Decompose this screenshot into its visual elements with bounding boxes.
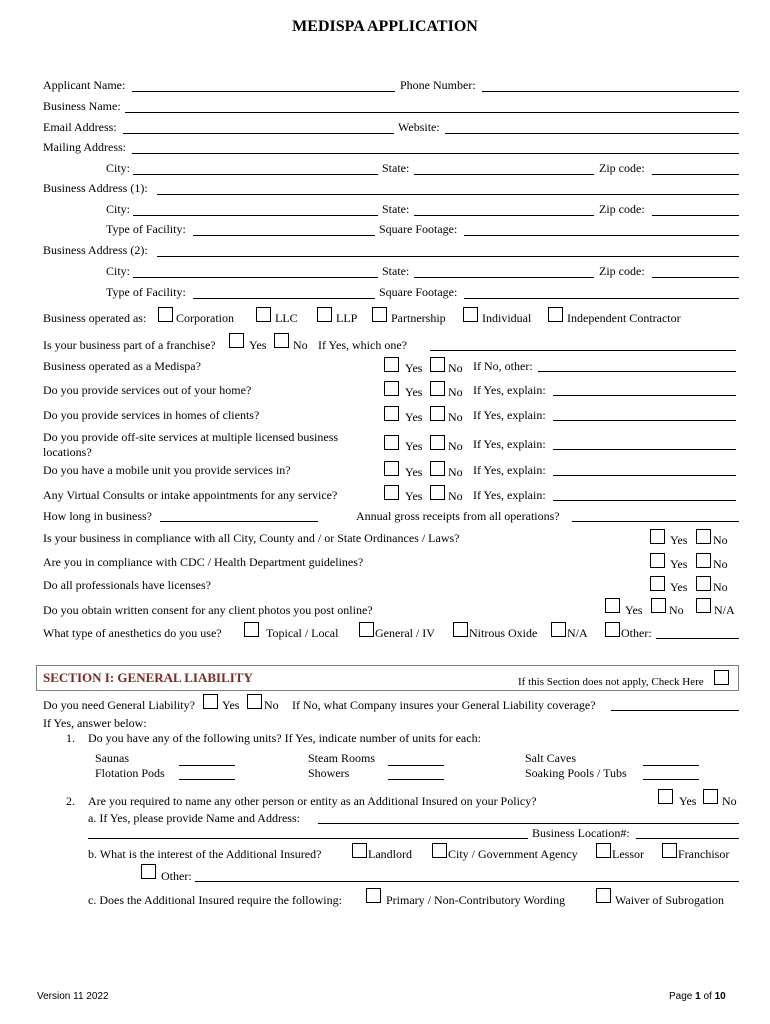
consent-no-checkbox[interactable] — [651, 598, 666, 613]
applicant-name-field[interactable] — [132, 91, 395, 92]
applicant-name-label: Applicant Name: — [43, 78, 126, 92]
ba1-sqft-label: Square Footage: — [379, 222, 458, 236]
ba2-zip-field[interactable] — [652, 277, 739, 278]
virtual-explain-label: If Yes, explain: — [473, 488, 546, 502]
corporation-label: Corporation — [176, 311, 234, 325]
website-field[interactable] — [445, 133, 739, 134]
if-yes-answer-label: If Yes, answer below: — [43, 716, 147, 730]
nitrous-label: Nitrous Oxide — [469, 626, 538, 640]
need-gl-yes-label: Yes — [222, 698, 240, 712]
mailing-address-label: Mailing Address: — [43, 140, 126, 154]
off-site-question-line1: Do you provide off-site services at multiple licensed business — [43, 430, 339, 444]
homes-of-clients-yes-checkbox[interactable] — [384, 406, 399, 421]
independent-contractor-checkbox[interactable] — [548, 307, 563, 322]
virtual-question: Any Virtual Consults or intake appointments for any service? — [43, 488, 338, 502]
off-site-yes-label: Yes — [405, 439, 423, 453]
ba2-zip-label: Zip code: — [599, 264, 645, 278]
page-total: 10 — [714, 991, 726, 1002]
corporation-checkbox[interactable] — [158, 307, 173, 322]
franchise-which-label: If Yes, which one? — [318, 338, 407, 352]
unit-soaking-pools-label: Soaking Pools / Tubs — [525, 766, 627, 780]
anesthetic-na-checkbox[interactable] — [551, 622, 566, 637]
ba2-state-field[interactable] — [414, 277, 594, 278]
general-iv-checkbox[interactable] — [359, 622, 374, 637]
licenses-no-label: No — [713, 580, 728, 594]
if-no-company-label: If No, what Company insures your General Liability coverage? — [292, 698, 596, 712]
page-of: of — [700, 991, 715, 1002]
partnership-label: Partnership — [391, 311, 446, 325]
operated-as-label: Business operated as: — [43, 311, 147, 325]
need-gl-yes-checkbox[interactable] — [203, 694, 218, 709]
franchise-question: Is your business part of a franchise? — [43, 338, 216, 352]
ba1-city-field[interactable] — [133, 215, 378, 216]
need-gl-no-checkbox[interactable] — [247, 694, 262, 709]
ordinances-question: Is your business in compliance with all City, County and / or State Ordinances / Laws? — [43, 531, 460, 545]
unit-soaking-pools-field[interactable] — [643, 779, 699, 780]
version-label: Version 11 2022 — [37, 991, 109, 1002]
off-site-explain-label: If Yes, explain: — [473, 437, 546, 451]
other-interest-checkbox[interactable] — [141, 864, 156, 879]
consent-na-checkbox[interactable] — [696, 598, 711, 613]
how-long-field[interactable] — [160, 521, 318, 522]
q2-yes-label: Yes — [679, 794, 697, 808]
business-address-1-field[interactable] — [157, 194, 739, 195]
ba2-facility-field[interactable] — [193, 298, 375, 299]
nitrous-checkbox[interactable] — [453, 622, 468, 637]
mailing-state-label: State: — [382, 161, 410, 175]
out-of-home-question: Do you provide services out of your home? — [43, 383, 252, 397]
mailing-city-field[interactable] — [133, 174, 378, 175]
individual-label: Individual — [482, 311, 532, 325]
general-iv-label: General / IV — [375, 626, 435, 640]
ba1-facility-label: Type of Facility: — [106, 222, 186, 236]
page-current: 1 — [695, 991, 701, 1002]
city-gov-checkbox[interactable] — [432, 843, 447, 858]
off-site-explain-field[interactable] — [553, 449, 736, 450]
cdc-question: Are you in compliance with CDC / Health Department guidelines? — [43, 555, 364, 569]
mailing-zip-label: Zip code: — [599, 161, 645, 175]
unit-flotation-pods-label: Flotation Pods — [95, 766, 165, 780]
cdc-no-label: No — [713, 557, 728, 571]
business-name-field[interactable] — [125, 112, 739, 113]
phone-number-field[interactable] — [482, 91, 739, 92]
section1-title: SECTION I: GENERAL LIABILITY — [43, 670, 253, 685]
business-address-1-label: Business Address (1): — [43, 181, 148, 195]
q2a-field[interactable] — [318, 823, 739, 824]
partnership-checkbox[interactable] — [372, 307, 387, 322]
mobile-unit-yes-label: Yes — [405, 465, 423, 479]
page-number — [669, 990, 726, 1004]
ba1-state-label: State: — [382, 202, 410, 216]
out-of-home-yes-label: Yes — [405, 385, 423, 399]
q2-no-checkbox[interactable] — [703, 789, 718, 804]
medispa-yes-checkbox[interactable] — [384, 357, 399, 372]
waiver-subrogation-label: Waiver of Subrogation — [615, 893, 725, 907]
business-address-2-label: Business Address (2): — [43, 243, 148, 257]
mailing-state-field[interactable] — [414, 174, 594, 175]
llp-checkbox[interactable] — [317, 307, 332, 322]
page-prefix: Page — [669, 991, 696, 1002]
ba1-facility-field[interactable] — [193, 235, 375, 236]
section1-not-apply-label: If this Section does not apply, Check Here — [518, 676, 704, 688]
homes-of-clients-explain-field[interactable] — [553, 420, 736, 421]
unit-saunas-label: Saunas — [95, 751, 129, 765]
virtual-no-checkbox[interactable] — [430, 485, 445, 500]
medispa-other-field[interactable] — [538, 371, 736, 372]
cdc-no-checkbox[interactable] — [696, 553, 711, 568]
consent-yes-label: Yes — [625, 603, 643, 617]
q2a-field-line2[interactable] — [88, 838, 528, 839]
business-address-2-field[interactable] — [157, 256, 739, 257]
unit-saunas-field[interactable] — [179, 765, 235, 766]
homes-of-clients-yes-label: Yes — [405, 410, 423, 424]
topical-checkbox[interactable] — [244, 622, 259, 637]
virtual-yes-checkbox[interactable] — [384, 485, 399, 500]
landlord-checkbox[interactable] — [352, 843, 367, 858]
unit-showers-field[interactable] — [388, 779, 444, 780]
homes-of-clients-no-checkbox[interactable] — [430, 406, 445, 421]
ba1-zip-label: Zip code: — [599, 202, 645, 216]
mobile-unit-explain-label: If Yes, explain: — [473, 463, 546, 477]
virtual-no-label: No — [448, 489, 463, 503]
ba1-city-label: City: — [106, 202, 131, 216]
franchisor-label: Franchisor — [678, 847, 730, 861]
ordinances-no-checkbox[interactable] — [696, 529, 711, 544]
homes-of-clients-no-label: No — [448, 410, 463, 424]
unit-flotation-pods-field[interactable] — [179, 779, 235, 780]
other-interest-field[interactable] — [195, 881, 739, 882]
topical-label: Topical / Local — [266, 626, 339, 640]
off-site-question-line2: locations? — [43, 445, 92, 459]
independent-contractor-label: Independent Contractor — [567, 311, 681, 325]
anesthetic-na-label: N/A — [567, 626, 588, 640]
q1-number: 1. — [66, 731, 75, 745]
page-title: MEDISPA APPLICATION — [292, 18, 478, 35]
business-name-label: Business Name: — [43, 99, 121, 113]
gross-receipts-label: Annual gross receipts from all operations? — [356, 509, 560, 523]
q2a-text: a. If Yes, please provide Name and Address: — [88, 811, 300, 825]
q2-yes-checkbox[interactable] — [658, 789, 673, 804]
lessor-label: Lessor — [612, 847, 644, 861]
off-site-no-label: No — [448, 439, 463, 453]
business-location-label: Business Location#: — [532, 826, 630, 840]
city-gov-label: City / Government Agency — [448, 847, 578, 861]
ba2-facility-label: Type of Facility: — [106, 285, 186, 299]
virtual-explain-field[interactable] — [553, 500, 736, 501]
franchise-yes-checkbox[interactable] — [229, 333, 244, 348]
off-site-no-checkbox[interactable] — [430, 435, 445, 450]
individual-checkbox[interactable] — [463, 307, 478, 322]
business-location-field[interactable] — [636, 838, 739, 839]
unit-salt-caves-label: Salt Caves — [525, 751, 576, 765]
out-of-home-no-checkbox[interactable] — [430, 381, 445, 396]
email-address-field[interactable] — [123, 133, 394, 134]
q2-text: Are you required to name any other person or entity as an Additional Insured on your Policy? — [88, 794, 537, 808]
anesthetic-other-field[interactable] — [656, 638, 739, 639]
section1-not-apply-checkbox[interactable] — [714, 670, 729, 685]
phone-number-label: Phone Number: — [400, 78, 476, 92]
consent-question: Do you obtain written consent for any client photos you post online? — [43, 603, 373, 617]
mobile-unit-explain-field[interactable] — [553, 475, 736, 476]
primary-noncontrib-checkbox[interactable] — [366, 888, 381, 903]
q2b-text: b. What is the interest of the Additional Insured? — [88, 847, 322, 861]
licenses-question: Do all professionals have licenses? — [43, 578, 211, 592]
licenses-yes-checkbox[interactable] — [650, 576, 665, 591]
homes-of-clients-explain-label: If Yes, explain: — [473, 408, 546, 422]
unit-steam-rooms-label: Steam Rooms — [308, 751, 376, 765]
mailing-address-field[interactable] — [132, 153, 739, 154]
mobile-unit-no-label: No — [448, 465, 463, 479]
unit-steam-rooms-field[interactable] — [388, 765, 444, 766]
llc-label: LLC — [275, 311, 298, 325]
how-long-label: How long in business? — [43, 509, 152, 523]
mailing-zip-field[interactable] — [652, 174, 739, 175]
consent-yes-checkbox[interactable] — [605, 598, 620, 613]
gross-receipts-field[interactable] — [572, 521, 739, 522]
primary-noncontrib-label: Primary / Non-Contributory Wording — [386, 893, 566, 907]
licenses-yes-label: Yes — [670, 580, 688, 594]
ordinances-no-label: No — [713, 533, 728, 547]
franchise-which-field[interactable] — [430, 350, 736, 351]
waiver-subrogation-checkbox[interactable] — [596, 888, 611, 903]
if-no-company-field[interactable] — [611, 710, 739, 711]
mobile-unit-question: Do you have a mobile unit you provide services in? — [43, 463, 291, 477]
ba2-sqft-label: Square Footage: — [379, 285, 458, 299]
medispa-question: Business operated as a Medispa? — [43, 359, 201, 373]
q2c-text: c. Does the Additional Insured require the following: — [88, 893, 342, 907]
ba1-zip-field[interactable] — [652, 215, 739, 216]
q1-text: Do you have any of the following units? If Yes, indicate number of units for each: — [88, 731, 481, 745]
franchisor-checkbox[interactable] — [662, 843, 677, 858]
ba1-sqft-field[interactable] — [464, 235, 739, 236]
ordinances-yes-label: Yes — [670, 533, 688, 547]
email-address-label: Email Address: — [43, 120, 117, 134]
medispa-no-checkbox[interactable] — [430, 357, 445, 372]
ordinances-yes-checkbox[interactable] — [650, 529, 665, 544]
llp-label: LLP — [336, 311, 358, 325]
consent-no-label: No — [669, 603, 684, 617]
mobile-unit-no-checkbox[interactable] — [430, 461, 445, 476]
cdc-yes-label: Yes — [670, 557, 688, 571]
licenses-no-checkbox[interactable] — [696, 576, 711, 591]
lessor-checkbox[interactable] — [596, 843, 611, 858]
ba2-city-label: City: — [106, 264, 131, 278]
need-gl-question: Do you need General Liability? — [43, 698, 195, 712]
homes-of-clients-question: Do you provide services in homes of clients? — [43, 408, 260, 422]
anesthetic-other-label: Other: — [621, 626, 652, 640]
mailing-city-label: City: — [106, 161, 131, 175]
franchise-yes-label: Yes — [249, 338, 267, 352]
medispa-yes-label: Yes — [405, 361, 423, 375]
unit-salt-caves-field[interactable] — [643, 765, 699, 766]
ba2-state-label: State: — [382, 264, 410, 278]
out-of-home-explain-label: If Yes, explain: — [473, 383, 546, 397]
anesthetics-question: What type of anesthetics do you use? — [43, 626, 222, 640]
cdc-yes-checkbox[interactable] — [650, 553, 665, 568]
medispa-no-label: No — [448, 361, 463, 375]
ba1-state-field[interactable] — [414, 215, 594, 216]
consent-na-label: N/A — [714, 603, 735, 617]
mobile-unit-yes-checkbox[interactable] — [384, 461, 399, 476]
ba2-city-field[interactable] — [133, 277, 378, 278]
website-label: Website: — [398, 120, 440, 134]
virtual-yes-label: Yes — [405, 489, 423, 503]
q2-number: 2. — [66, 794, 75, 808]
llc-checkbox[interactable] — [256, 307, 271, 322]
anesthetic-other-checkbox[interactable] — [605, 622, 620, 637]
franchise-no-label: No — [293, 338, 308, 352]
franchise-no-checkbox[interactable] — [274, 333, 289, 348]
other-interest-label: Other: — [161, 869, 192, 883]
landlord-label: Landlord — [368, 847, 412, 861]
ba2-sqft-field[interactable] — [464, 298, 739, 299]
off-site-yes-checkbox[interactable] — [384, 435, 399, 450]
out-of-home-no-label: No — [448, 385, 463, 399]
medispa-other-label: If No, other: — [473, 359, 533, 373]
out-of-home-explain-field[interactable] — [553, 395, 736, 396]
q2-no-label: No — [722, 794, 737, 808]
out-of-home-yes-checkbox[interactable] — [384, 381, 399, 396]
need-gl-no-label: No — [264, 698, 279, 712]
unit-showers-label: Showers — [308, 766, 350, 780]
